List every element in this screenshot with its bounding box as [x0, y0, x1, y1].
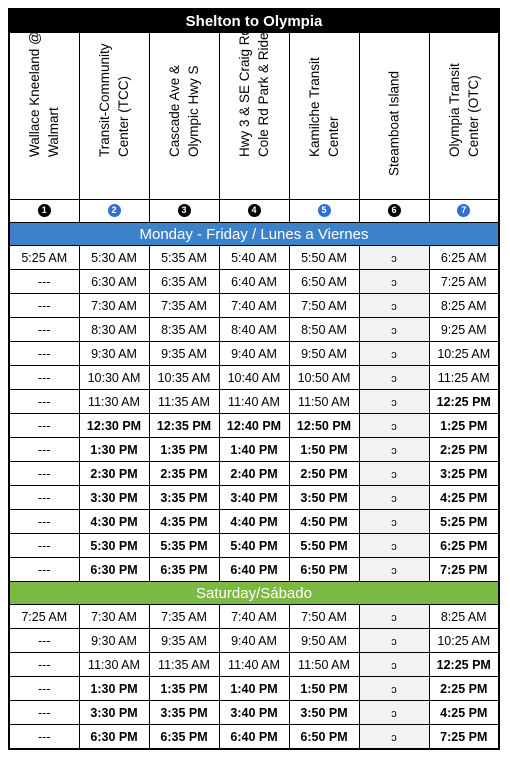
time-cell: 2:40 PM	[219, 462, 289, 486]
no-stop-arrow	[359, 605, 429, 629]
no-stop-arrow	[359, 486, 429, 510]
time-cell: 7:50 AM	[289, 294, 359, 318]
no-stop-icon: ↄ	[391, 324, 397, 337]
no-stop-arrow	[359, 294, 429, 318]
time-cell: ---	[9, 677, 79, 701]
trip-row	[9, 462, 499, 486]
no-stop-arrow	[359, 366, 429, 390]
time-cell: ---	[9, 629, 79, 653]
time-cell: 9:35 AM	[149, 342, 219, 366]
no-stop-arrow	[359, 725, 429, 750]
stop-header-cell	[359, 33, 429, 200]
time-cell: 10:50 AM	[289, 366, 359, 390]
time-cell: 6:25 AM	[429, 246, 499, 270]
time-cell: 4:40 PM	[219, 510, 289, 534]
no-stop-arrow	[359, 270, 429, 294]
time-cell: 12:25 PM	[429, 390, 499, 414]
no-stop-arrow	[359, 342, 429, 366]
time-cell: ---	[9, 510, 79, 534]
no-stop-icon: ↄ	[391, 659, 397, 672]
stop-number-cell	[289, 200, 359, 223]
stop-name: Steamboat Island	[386, 70, 402, 176]
no-stop-arrow	[359, 534, 429, 558]
time-cell: 3:40 PM	[219, 486, 289, 510]
stop-number-badge: 3	[178, 204, 191, 217]
stop-header-cell	[9, 33, 79, 200]
time-cell: 3:25 PM	[429, 462, 499, 486]
time-cell: 9:25 AM	[429, 318, 499, 342]
stop-number-badge: 6	[388, 204, 401, 217]
time-cell: 6:35 PM	[149, 725, 219, 750]
time-cell: 6:30 PM	[79, 725, 149, 750]
time-cell: 9:40 AM	[219, 342, 289, 366]
no-stop-arrow	[359, 318, 429, 342]
stop-name: Wallace Kneeland @ Walmart	[27, 31, 62, 157]
stop-header-cell	[219, 27, 289, 200]
time-cell: 11:30 AM	[79, 653, 149, 677]
time-cell: 1:35 PM	[149, 438, 219, 462]
time-cell: 4:25 PM	[429, 486, 499, 510]
schedule-body	[9, 223, 499, 750]
time-cell: 5:30 AM	[79, 246, 149, 270]
section-header-row	[9, 582, 499, 605]
section-header-row	[9, 223, 499, 246]
no-stop-icon: ↄ	[391, 300, 397, 313]
time-cell: 5:50 PM	[289, 534, 359, 558]
no-stop-icon: ↄ	[391, 635, 397, 648]
no-stop-icon: ↄ	[391, 396, 397, 409]
no-stop-arrow	[359, 629, 429, 653]
no-stop-arrow	[359, 677, 429, 701]
trip-row	[9, 558, 499, 582]
time-cell: 7:25 PM	[429, 558, 499, 582]
time-cell: 6:40 AM	[219, 270, 289, 294]
trip-row	[9, 725, 499, 750]
no-stop-icon: ↄ	[391, 420, 397, 433]
no-stop-icon: ↄ	[391, 444, 397, 457]
time-cell: 6:50 AM	[289, 270, 359, 294]
time-cell: 9:50 AM	[289, 342, 359, 366]
time-cell: 6:50 PM	[289, 558, 359, 582]
time-cell: 2:25 PM	[429, 438, 499, 462]
time-cell: ---	[9, 294, 79, 318]
trip-row	[9, 605, 499, 629]
stop-number-badge: 4	[248, 204, 261, 217]
time-cell: 5:40 AM	[219, 246, 289, 270]
trip-row	[9, 438, 499, 462]
time-cell: 7:35 AM	[149, 605, 219, 629]
trip-row	[9, 294, 499, 318]
time-cell: 5:25 PM	[429, 510, 499, 534]
time-cell: 7:25 AM	[429, 270, 499, 294]
trip-row	[9, 414, 499, 438]
trip-row	[9, 246, 499, 270]
time-cell: ---	[9, 390, 79, 414]
time-cell: 5:50 AM	[289, 246, 359, 270]
time-cell: 1:35 PM	[149, 677, 219, 701]
time-cell: 1:40 PM	[219, 438, 289, 462]
trip-row	[9, 390, 499, 414]
section-label: Monday - Friday / Lunes a Viernes	[9, 223, 499, 246]
time-cell: 9:50 AM	[289, 629, 359, 653]
trip-row	[9, 701, 499, 725]
time-cell: 9:35 AM	[149, 629, 219, 653]
time-cell: 1:50 PM	[289, 438, 359, 462]
time-cell: 6:40 PM	[219, 725, 289, 750]
time-cell: 7:40 AM	[219, 294, 289, 318]
time-cell: 1:25 PM	[429, 414, 499, 438]
time-cell: ---	[9, 653, 79, 677]
stop-header-cell	[429, 33, 499, 200]
time-cell: 8:40 AM	[219, 318, 289, 342]
no-stop-arrow	[359, 462, 429, 486]
time-cell: 12:40 PM	[219, 414, 289, 438]
time-cell: 10:40 AM	[219, 366, 289, 390]
time-cell: 12:50 PM	[289, 414, 359, 438]
stop-name: Kamilche Transit Center	[307, 57, 341, 157]
time-cell: 6:30 AM	[79, 270, 149, 294]
stop-number-badge: 2	[108, 204, 121, 217]
trip-row	[9, 270, 499, 294]
stop-name: Olympia Transit Center (OTC)	[446, 63, 481, 157]
time-cell: 6:50 PM	[289, 725, 359, 750]
stop-number-cell	[359, 200, 429, 223]
time-cell: 7:35 AM	[149, 294, 219, 318]
time-cell: 8:50 AM	[289, 318, 359, 342]
time-cell: 4:35 PM	[149, 510, 219, 534]
trip-row	[9, 342, 499, 366]
no-stop-icon: ↄ	[391, 540, 397, 553]
time-cell: ---	[9, 534, 79, 558]
time-cell: 5:35 AM	[149, 246, 219, 270]
time-cell: 3:40 PM	[219, 701, 289, 725]
time-cell: 3:30 PM	[79, 486, 149, 510]
time-cell: 11:40 AM	[219, 390, 289, 414]
no-stop-icon: ↄ	[391, 252, 397, 265]
time-cell: 7:50 AM	[289, 605, 359, 629]
trip-row	[9, 318, 499, 342]
time-cell: 11:40 AM	[219, 653, 289, 677]
time-cell: 9:30 AM	[79, 629, 149, 653]
time-cell: ---	[9, 438, 79, 462]
time-cell: ---	[9, 414, 79, 438]
stop-name: Hwy 3 & SE Craig Rd Cole Rd Park & Ride	[237, 27, 271, 157]
time-cell: 5:25 AM	[9, 246, 79, 270]
time-cell: ---	[9, 318, 79, 342]
trip-row	[9, 629, 499, 653]
time-cell: 10:25 AM	[429, 342, 499, 366]
time-cell: 6:25 PM	[429, 534, 499, 558]
no-stop-arrow	[359, 510, 429, 534]
time-cell: 5:40 PM	[219, 534, 289, 558]
no-stop-icon: ↄ	[391, 372, 397, 385]
time-cell: 3:30 PM	[79, 701, 149, 725]
stop-number-cell	[79, 200, 149, 223]
time-cell: 11:35 AM	[149, 390, 219, 414]
time-cell: ---	[9, 701, 79, 725]
time-cell: 7:30 AM	[79, 605, 149, 629]
time-cell: 2:25 PM	[429, 677, 499, 701]
time-cell: ---	[9, 342, 79, 366]
time-cell: 9:40 AM	[219, 629, 289, 653]
time-cell: 5:35 PM	[149, 534, 219, 558]
time-cell: 10:30 AM	[79, 366, 149, 390]
schedule-title: Shelton to Olympia	[9, 9, 499, 33]
stop-number-cell	[149, 200, 219, 223]
stop-name: Cascade Ave & Olympic Hwy S	[167, 64, 201, 157]
no-stop-icon: ↄ	[391, 276, 397, 289]
no-stop-icon: ↄ	[391, 707, 397, 720]
time-cell: 8:35 AM	[149, 318, 219, 342]
trip-row	[9, 653, 499, 677]
no-stop-icon: ↄ	[391, 683, 397, 696]
time-cell: 4:30 PM	[79, 510, 149, 534]
time-cell: ---	[9, 725, 79, 750]
no-stop-arrow	[359, 414, 429, 438]
stop-header-cell	[289, 33, 359, 200]
time-cell: 2:35 PM	[149, 462, 219, 486]
time-cell: 3:35 PM	[149, 701, 219, 725]
stop-number-cell	[429, 200, 499, 223]
no-stop-arrow	[359, 246, 429, 270]
stop-number-cell	[219, 200, 289, 223]
time-cell: 8:25 AM	[429, 294, 499, 318]
time-cell: ---	[9, 270, 79, 294]
time-cell: 11:30 AM	[79, 390, 149, 414]
trip-row	[9, 366, 499, 390]
time-cell: 11:25 AM	[429, 366, 499, 390]
time-cell: 1:30 PM	[79, 438, 149, 462]
time-cell: 2:50 PM	[289, 462, 359, 486]
no-stop-icon: ↄ	[391, 564, 397, 577]
time-cell: 11:35 AM	[149, 653, 219, 677]
time-cell: 4:25 PM	[429, 701, 499, 725]
time-cell: ---	[9, 462, 79, 486]
no-stop-icon: ↄ	[391, 492, 397, 505]
time-cell: 6:35 AM	[149, 270, 219, 294]
stop-number-cell	[9, 200, 79, 223]
no-stop-arrow	[359, 701, 429, 725]
time-cell: 9:30 AM	[79, 342, 149, 366]
schedule-table	[8, 8, 500, 750]
time-cell: 7:25 AM	[9, 605, 79, 629]
time-cell: 10:25 AM	[429, 629, 499, 653]
time-cell: 3:50 PM	[289, 486, 359, 510]
no-stop-icon: ↄ	[391, 731, 397, 744]
no-stop-icon: ↄ	[391, 468, 397, 481]
time-cell: 11:50 AM	[289, 390, 359, 414]
trip-row	[9, 534, 499, 558]
time-cell: 7:25 PM	[429, 725, 499, 750]
stop-header-cell	[79, 33, 149, 200]
time-cell: 3:35 PM	[149, 486, 219, 510]
time-cell: 8:25 AM	[429, 605, 499, 629]
time-cell: 8:30 AM	[79, 318, 149, 342]
time-cell: 12:30 PM	[79, 414, 149, 438]
time-cell: ---	[9, 558, 79, 582]
no-stop-icon: ↄ	[391, 348, 397, 361]
time-cell: 1:50 PM	[289, 677, 359, 701]
stop-name: Transit-Community Center (TCC)	[97, 43, 131, 157]
no-stop-arrow	[359, 390, 429, 414]
section-label: Saturday/Sábado	[9, 582, 499, 605]
no-stop-arrow	[359, 653, 429, 677]
time-cell: ---	[9, 486, 79, 510]
stop-number-badge: 7	[457, 204, 470, 217]
trip-row	[9, 510, 499, 534]
time-cell: 1:40 PM	[219, 677, 289, 701]
time-cell: ---	[9, 366, 79, 390]
time-cell: 5:30 PM	[79, 534, 149, 558]
time-cell: 3:50 PM	[289, 701, 359, 725]
stop-header-row	[9, 33, 499, 200]
time-cell: 1:30 PM	[79, 677, 149, 701]
no-stop-arrow	[359, 558, 429, 582]
time-cell: 6:40 PM	[219, 558, 289, 582]
time-cell: 10:35 AM	[149, 366, 219, 390]
time-cell: 7:40 AM	[219, 605, 289, 629]
stop-number-badge: 1	[38, 204, 51, 217]
time-cell: 12:25 PM	[429, 653, 499, 677]
time-cell: 6:35 PM	[149, 558, 219, 582]
time-cell: 4:50 PM	[289, 510, 359, 534]
time-cell: 11:50 AM	[289, 653, 359, 677]
time-cell: 6:30 PM	[79, 558, 149, 582]
stop-number-badge: 5	[318, 204, 331, 217]
no-stop-arrow	[359, 438, 429, 462]
time-cell: 12:35 PM	[149, 414, 219, 438]
trip-row	[9, 486, 499, 510]
time-cell: 2:30 PM	[79, 462, 149, 486]
no-stop-icon: ↄ	[391, 516, 397, 529]
stop-header-cell	[149, 33, 219, 200]
no-stop-icon: ↄ	[391, 611, 397, 624]
trip-row	[9, 677, 499, 701]
time-cell: 7:30 AM	[79, 294, 149, 318]
stop-number-row	[9, 200, 499, 223]
